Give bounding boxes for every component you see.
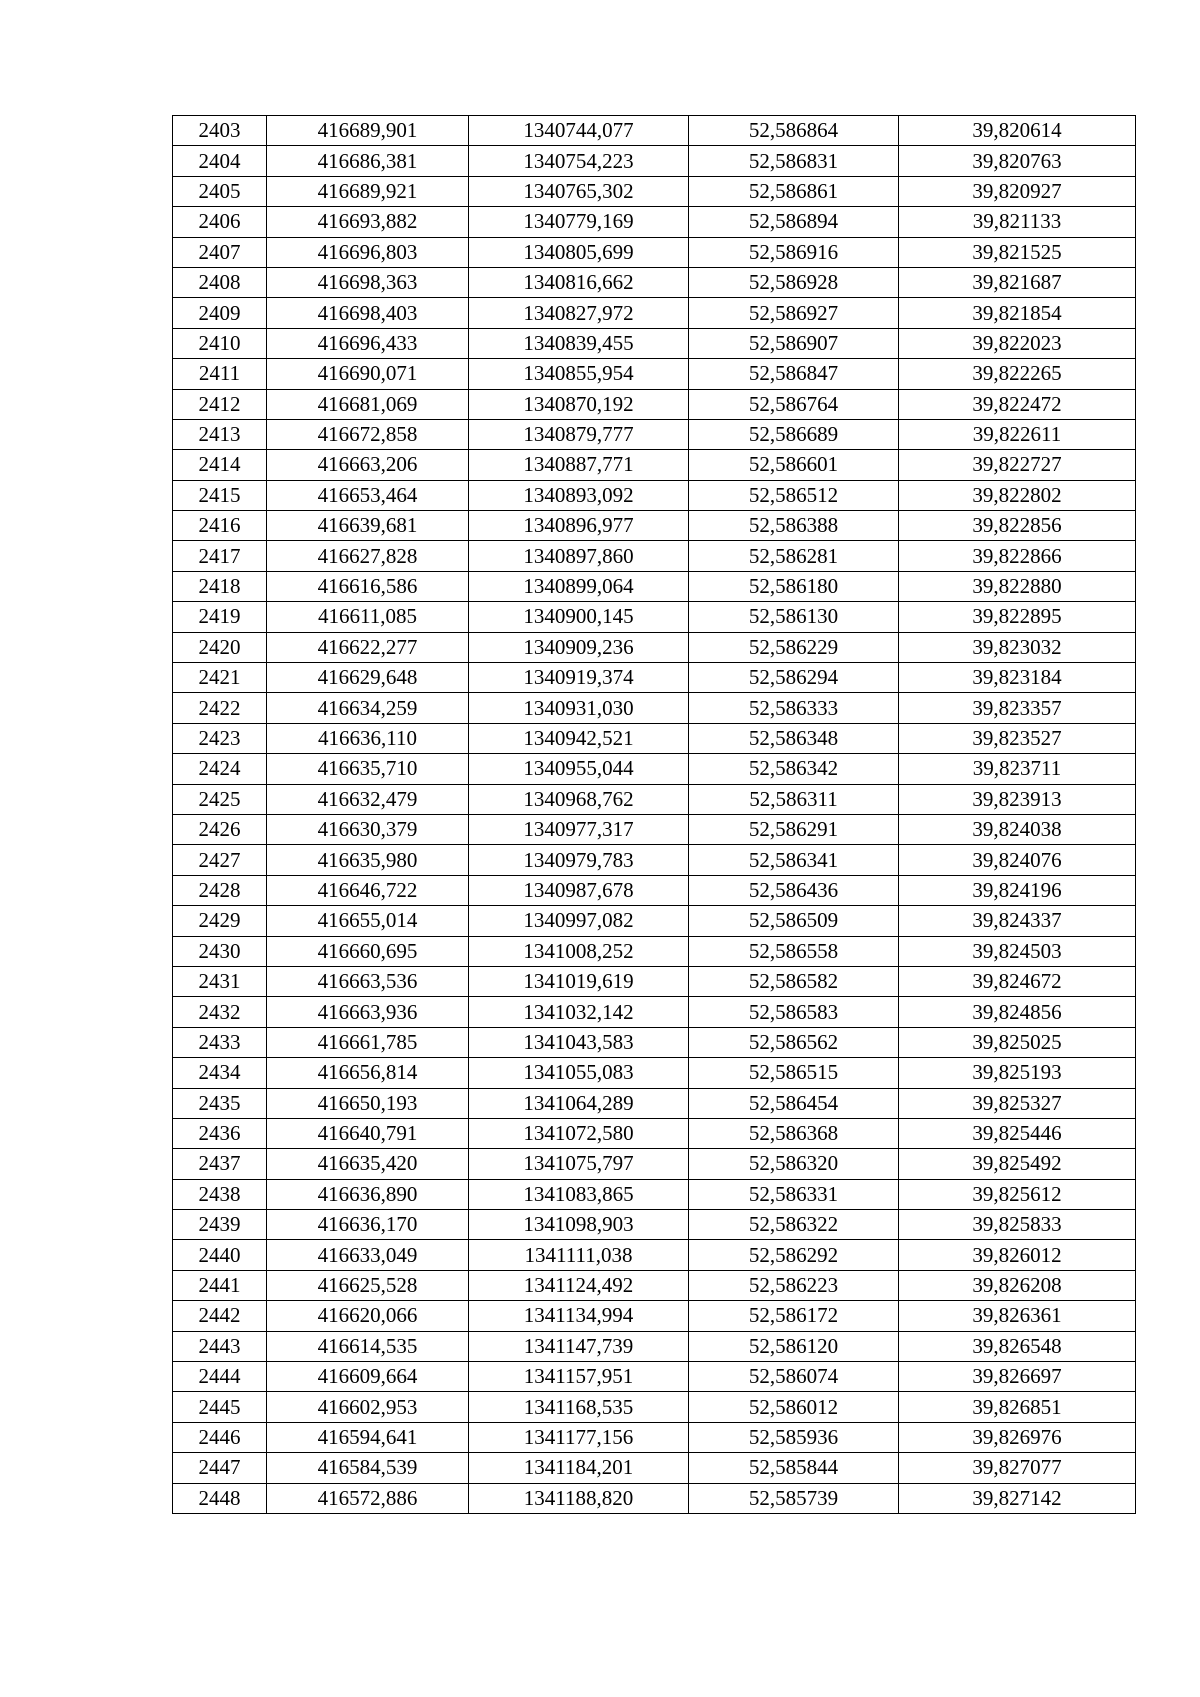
y-coordinate-cell: 1341111,038	[469, 1240, 689, 1270]
point-number-cell: 2413	[173, 419, 267, 449]
point-number-cell: 2417	[173, 541, 267, 571]
table-row	[173, 541, 1136, 571]
table-row	[173, 146, 1136, 176]
point-number-cell: 2447	[173, 1453, 267, 1483]
latitude-cell: 52,586180	[689, 571, 899, 601]
longitude-cell: 39,824503	[899, 936, 1136, 966]
point-number-cell: 2415	[173, 480, 267, 510]
coordinates-table	[172, 115, 1136, 1514]
y-coordinate-cell: 1341019,619	[469, 966, 689, 996]
table-row	[173, 1210, 1136, 1240]
latitude-cell: 52,586928	[689, 267, 899, 297]
y-coordinate-cell: 1341072,580	[469, 1118, 689, 1148]
y-coordinate-cell: 1341098,903	[469, 1210, 689, 1240]
longitude-cell: 39,820927	[899, 176, 1136, 206]
table-row	[173, 1027, 1136, 1057]
point-number-cell: 2416	[173, 511, 267, 541]
longitude-cell: 39,826361	[899, 1301, 1136, 1331]
latitude-cell: 52,586368	[689, 1118, 899, 1148]
longitude-cell: 39,826012	[899, 1240, 1136, 1270]
longitude-cell: 39,821687	[899, 267, 1136, 297]
table-row	[173, 267, 1136, 297]
table-row	[173, 966, 1136, 996]
coordinates-table-body	[173, 116, 1136, 1514]
point-number-cell: 2414	[173, 450, 267, 480]
table-row	[173, 632, 1136, 662]
point-number-cell: 2432	[173, 997, 267, 1027]
longitude-cell: 39,822866	[899, 541, 1136, 571]
latitude-cell: 52,586388	[689, 511, 899, 541]
x-coordinate-cell: 416663,206	[267, 450, 469, 480]
longitude-cell: 39,825446	[899, 1118, 1136, 1148]
longitude-cell: 39,820763	[899, 146, 1136, 176]
y-coordinate-cell: 1341055,083	[469, 1058, 689, 1088]
latitude-cell: 52,586864	[689, 116, 899, 146]
latitude-cell: 52,585844	[689, 1453, 899, 1483]
latitude-cell: 52,586130	[689, 602, 899, 632]
longitude-cell: 39,821854	[899, 298, 1136, 328]
point-number-cell: 2422	[173, 693, 267, 723]
x-coordinate-cell: 416656,814	[267, 1058, 469, 1088]
x-coordinate-cell: 416663,536	[267, 966, 469, 996]
table-row	[173, 298, 1136, 328]
x-coordinate-cell: 416646,722	[267, 875, 469, 905]
table-row	[173, 1088, 1136, 1118]
point-number-cell: 2425	[173, 784, 267, 814]
y-coordinate-cell: 1341124,492	[469, 1270, 689, 1300]
y-coordinate-cell: 1341075,797	[469, 1149, 689, 1179]
latitude-cell: 52,586831	[689, 146, 899, 176]
longitude-cell: 39,825612	[899, 1179, 1136, 1209]
latitude-cell: 52,586311	[689, 784, 899, 814]
y-coordinate-cell: 1340887,771	[469, 450, 689, 480]
table-row	[173, 754, 1136, 784]
y-coordinate-cell: 1340779,169	[469, 207, 689, 237]
table-row	[173, 1240, 1136, 1270]
latitude-cell: 52,586562	[689, 1027, 899, 1057]
point-number-cell: 2441	[173, 1270, 267, 1300]
longitude-cell: 39,826851	[899, 1392, 1136, 1422]
point-number-cell: 2403	[173, 116, 267, 146]
latitude-cell: 52,586512	[689, 480, 899, 510]
y-coordinate-cell: 1341008,252	[469, 936, 689, 966]
table-row	[173, 875, 1136, 905]
x-coordinate-cell: 416660,695	[267, 936, 469, 966]
y-coordinate-cell: 1341168,535	[469, 1392, 689, 1422]
x-coordinate-cell: 416633,049	[267, 1240, 469, 1270]
latitude-cell: 52,586120	[689, 1331, 899, 1361]
table-row	[173, 480, 1136, 510]
point-number-cell: 2426	[173, 814, 267, 844]
latitude-cell: 52,586292	[689, 1240, 899, 1270]
longitude-cell: 39,826976	[899, 1422, 1136, 1452]
x-coordinate-cell: 416689,921	[267, 176, 469, 206]
latitude-cell: 52,586294	[689, 663, 899, 693]
point-number-cell: 2409	[173, 298, 267, 328]
latitude-cell: 52,586907	[689, 328, 899, 358]
y-coordinate-cell: 1340987,678	[469, 875, 689, 905]
x-coordinate-cell: 416690,071	[267, 359, 469, 389]
point-number-cell: 2430	[173, 936, 267, 966]
latitude-cell: 52,586320	[689, 1149, 899, 1179]
latitude-cell: 52,586322	[689, 1210, 899, 1240]
point-number-cell: 2418	[173, 571, 267, 601]
y-coordinate-cell: 1340744,077	[469, 116, 689, 146]
longitude-cell: 39,827142	[899, 1483, 1136, 1513]
table-row	[173, 1331, 1136, 1361]
point-number-cell: 2431	[173, 966, 267, 996]
y-coordinate-cell: 1340968,762	[469, 784, 689, 814]
table-row	[173, 450, 1136, 480]
y-coordinate-cell: 1341064,289	[469, 1088, 689, 1118]
point-number-cell: 2442	[173, 1301, 267, 1331]
x-coordinate-cell: 416696,433	[267, 328, 469, 358]
latitude-cell: 52,586074	[689, 1362, 899, 1392]
y-coordinate-cell: 1340870,192	[469, 389, 689, 419]
x-coordinate-cell: 416650,193	[267, 1088, 469, 1118]
latitude-cell: 52,586689	[689, 419, 899, 449]
longitude-cell: 39,824038	[899, 814, 1136, 844]
longitude-cell: 39,825492	[899, 1149, 1136, 1179]
table-row	[173, 571, 1136, 601]
table-row	[173, 602, 1136, 632]
table-row	[173, 359, 1136, 389]
x-coordinate-cell: 416663,936	[267, 997, 469, 1027]
point-number-cell: 2438	[173, 1179, 267, 1209]
latitude-cell: 52,586916	[689, 237, 899, 267]
longitude-cell: 39,825833	[899, 1210, 1136, 1240]
y-coordinate-cell: 1341157,951	[469, 1362, 689, 1392]
y-coordinate-cell: 1340896,977	[469, 511, 689, 541]
table-row	[173, 511, 1136, 541]
y-coordinate-cell: 1341177,156	[469, 1422, 689, 1452]
point-number-cell: 2445	[173, 1392, 267, 1422]
x-coordinate-cell: 416636,170	[267, 1210, 469, 1240]
y-coordinate-cell: 1340919,374	[469, 663, 689, 693]
point-number-cell: 2406	[173, 207, 267, 237]
longitude-cell: 39,825025	[899, 1027, 1136, 1057]
x-coordinate-cell: 416611,085	[267, 602, 469, 632]
latitude-cell: 52,586012	[689, 1392, 899, 1422]
point-number-cell: 2437	[173, 1149, 267, 1179]
longitude-cell: 39,822802	[899, 480, 1136, 510]
table-row	[173, 1270, 1136, 1300]
table-row	[173, 237, 1136, 267]
y-coordinate-cell: 1340942,521	[469, 723, 689, 753]
x-coordinate-cell: 416635,980	[267, 845, 469, 875]
longitude-cell: 39,822265	[899, 359, 1136, 389]
y-coordinate-cell: 1340955,044	[469, 754, 689, 784]
table-row	[173, 1301, 1136, 1331]
point-number-cell: 2412	[173, 389, 267, 419]
y-coordinate-cell: 1340879,777	[469, 419, 689, 449]
x-coordinate-cell: 416629,648	[267, 663, 469, 693]
point-number-cell: 2410	[173, 328, 267, 358]
y-coordinate-cell: 1340855,954	[469, 359, 689, 389]
latitude-cell: 52,586583	[689, 997, 899, 1027]
y-coordinate-cell: 1340979,783	[469, 845, 689, 875]
point-number-cell: 2433	[173, 1027, 267, 1057]
point-number-cell: 2427	[173, 845, 267, 875]
x-coordinate-cell: 416635,710	[267, 754, 469, 784]
y-coordinate-cell: 1340816,662	[469, 267, 689, 297]
latitude-cell: 52,586172	[689, 1301, 899, 1331]
point-number-cell: 2421	[173, 663, 267, 693]
longitude-cell: 39,824337	[899, 906, 1136, 936]
point-number-cell: 2404	[173, 146, 267, 176]
table-row	[173, 1422, 1136, 1452]
table-row	[173, 1362, 1136, 1392]
table-row	[173, 663, 1136, 693]
point-number-cell: 2424	[173, 754, 267, 784]
latitude-cell: 52,586861	[689, 176, 899, 206]
y-coordinate-cell: 1340977,317	[469, 814, 689, 844]
table-row	[173, 207, 1136, 237]
latitude-cell: 52,586341	[689, 845, 899, 875]
x-coordinate-cell: 416655,014	[267, 906, 469, 936]
longitude-cell: 39,827077	[899, 1453, 1136, 1483]
x-coordinate-cell: 416630,379	[267, 814, 469, 844]
longitude-cell: 39,824856	[899, 997, 1136, 1027]
x-coordinate-cell: 416639,681	[267, 511, 469, 541]
point-number-cell: 2419	[173, 602, 267, 632]
table-row	[173, 176, 1136, 206]
x-coordinate-cell: 416609,664	[267, 1362, 469, 1392]
y-coordinate-cell: 1340839,455	[469, 328, 689, 358]
x-coordinate-cell: 416584,539	[267, 1453, 469, 1483]
x-coordinate-cell: 416686,381	[267, 146, 469, 176]
point-number-cell: 2440	[173, 1240, 267, 1270]
latitude-cell: 52,586454	[689, 1088, 899, 1118]
y-coordinate-cell: 1340899,064	[469, 571, 689, 601]
longitude-cell: 39,823184	[899, 663, 1136, 693]
longitude-cell: 39,822880	[899, 571, 1136, 601]
x-coordinate-cell: 416634,259	[267, 693, 469, 723]
table-row	[173, 328, 1136, 358]
table-row	[173, 1392, 1136, 1422]
latitude-cell: 52,586764	[689, 389, 899, 419]
table-row	[173, 814, 1136, 844]
table-row	[173, 116, 1136, 146]
table-row	[173, 1483, 1136, 1513]
x-coordinate-cell: 416698,363	[267, 267, 469, 297]
point-number-cell: 2423	[173, 723, 267, 753]
longitude-cell: 39,824076	[899, 845, 1136, 875]
x-coordinate-cell: 416653,464	[267, 480, 469, 510]
latitude-cell: 52,586229	[689, 632, 899, 662]
latitude-cell: 52,586342	[689, 754, 899, 784]
latitude-cell: 52,586436	[689, 875, 899, 905]
table-row	[173, 1179, 1136, 1209]
longitude-cell: 39,825327	[899, 1088, 1136, 1118]
point-number-cell: 2434	[173, 1058, 267, 1088]
y-coordinate-cell: 1340900,145	[469, 602, 689, 632]
x-coordinate-cell: 416632,479	[267, 784, 469, 814]
x-coordinate-cell: 416625,528	[267, 1270, 469, 1300]
x-coordinate-cell: 416689,901	[267, 116, 469, 146]
latitude-cell: 52,585936	[689, 1422, 899, 1452]
point-number-cell: 2439	[173, 1210, 267, 1240]
y-coordinate-cell: 1340754,223	[469, 146, 689, 176]
longitude-cell: 39,822856	[899, 511, 1136, 541]
point-number-cell: 2429	[173, 906, 267, 936]
y-coordinate-cell: 1340909,236	[469, 632, 689, 662]
x-coordinate-cell: 416672,858	[267, 419, 469, 449]
x-coordinate-cell: 416614,535	[267, 1331, 469, 1361]
latitude-cell: 52,586331	[689, 1179, 899, 1209]
latitude-cell: 52,586582	[689, 966, 899, 996]
x-coordinate-cell: 416620,066	[267, 1301, 469, 1331]
longitude-cell: 39,823913	[899, 784, 1136, 814]
longitude-cell: 39,821525	[899, 237, 1136, 267]
y-coordinate-cell: 1341188,820	[469, 1483, 689, 1513]
latitude-cell: 52,586281	[689, 541, 899, 571]
latitude-cell: 52,586348	[689, 723, 899, 753]
table-row	[173, 693, 1136, 723]
latitude-cell: 52,586223	[689, 1270, 899, 1300]
latitude-cell: 52,586927	[689, 298, 899, 328]
point-number-cell: 2444	[173, 1362, 267, 1392]
table-row	[173, 723, 1136, 753]
longitude-cell: 39,822611	[899, 419, 1136, 449]
x-coordinate-cell: 416622,277	[267, 632, 469, 662]
x-coordinate-cell: 416681,069	[267, 389, 469, 419]
point-number-cell: 2405	[173, 176, 267, 206]
latitude-cell: 52,586333	[689, 693, 899, 723]
latitude-cell: 52,586894	[689, 207, 899, 237]
y-coordinate-cell: 1341134,994	[469, 1301, 689, 1331]
y-coordinate-cell: 1340897,860	[469, 541, 689, 571]
longitude-cell: 39,822727	[899, 450, 1136, 480]
y-coordinate-cell: 1340827,972	[469, 298, 689, 328]
point-number-cell: 2436	[173, 1118, 267, 1148]
table-row	[173, 906, 1136, 936]
point-number-cell: 2435	[173, 1088, 267, 1118]
x-coordinate-cell: 416696,803	[267, 237, 469, 267]
latitude-cell: 52,586558	[689, 936, 899, 966]
y-coordinate-cell: 1341032,142	[469, 997, 689, 1027]
longitude-cell: 39,822023	[899, 328, 1136, 358]
point-number-cell: 2411	[173, 359, 267, 389]
point-number-cell: 2446	[173, 1422, 267, 1452]
latitude-cell: 52,585739	[689, 1483, 899, 1513]
y-coordinate-cell: 1340805,699	[469, 237, 689, 267]
x-coordinate-cell: 416572,886	[267, 1483, 469, 1513]
longitude-cell: 39,821133	[899, 207, 1136, 237]
longitude-cell: 39,822472	[899, 389, 1136, 419]
x-coordinate-cell: 416636,110	[267, 723, 469, 753]
longitude-cell: 39,826208	[899, 1270, 1136, 1300]
table-row	[173, 419, 1136, 449]
point-number-cell: 2428	[173, 875, 267, 905]
y-coordinate-cell: 1340893,092	[469, 480, 689, 510]
x-coordinate-cell: 416635,420	[267, 1149, 469, 1179]
y-coordinate-cell: 1341083,865	[469, 1179, 689, 1209]
table-row	[173, 997, 1136, 1027]
point-number-cell: 2407	[173, 237, 267, 267]
table-row	[173, 1118, 1136, 1148]
y-coordinate-cell: 1341184,201	[469, 1453, 689, 1483]
table-row	[173, 1058, 1136, 1088]
latitude-cell: 52,586509	[689, 906, 899, 936]
x-coordinate-cell: 416594,641	[267, 1422, 469, 1452]
y-coordinate-cell: 1341043,583	[469, 1027, 689, 1057]
table-row	[173, 1149, 1136, 1179]
x-coordinate-cell: 416616,586	[267, 571, 469, 601]
y-coordinate-cell: 1341147,739	[469, 1331, 689, 1361]
latitude-cell: 52,586601	[689, 450, 899, 480]
table-row	[173, 845, 1136, 875]
x-coordinate-cell: 416602,953	[267, 1392, 469, 1422]
x-coordinate-cell: 416640,791	[267, 1118, 469, 1148]
x-coordinate-cell: 416661,785	[267, 1027, 469, 1057]
table-row	[173, 784, 1136, 814]
longitude-cell: 39,823711	[899, 754, 1136, 784]
point-number-cell: 2420	[173, 632, 267, 662]
longitude-cell: 39,823527	[899, 723, 1136, 753]
x-coordinate-cell: 416698,403	[267, 298, 469, 328]
point-number-cell: 2443	[173, 1331, 267, 1361]
x-coordinate-cell: 416627,828	[267, 541, 469, 571]
longitude-cell: 39,823032	[899, 632, 1136, 662]
table-row	[173, 936, 1136, 966]
latitude-cell: 52,586515	[689, 1058, 899, 1088]
longitude-cell: 39,824196	[899, 875, 1136, 905]
longitude-cell: 39,820614	[899, 116, 1136, 146]
y-coordinate-cell: 1340765,302	[469, 176, 689, 206]
point-number-cell: 2408	[173, 267, 267, 297]
longitude-cell: 39,823357	[899, 693, 1136, 723]
y-coordinate-cell: 1340997,082	[469, 906, 689, 936]
latitude-cell: 52,586847	[689, 359, 899, 389]
x-coordinate-cell: 416636,890	[267, 1179, 469, 1209]
latitude-cell: 52,586291	[689, 814, 899, 844]
table-row	[173, 389, 1136, 419]
table-row	[173, 1453, 1136, 1483]
longitude-cell: 39,822895	[899, 602, 1136, 632]
y-coordinate-cell: 1340931,030	[469, 693, 689, 723]
longitude-cell: 39,824672	[899, 966, 1136, 996]
longitude-cell: 39,826697	[899, 1362, 1136, 1392]
longitude-cell: 39,825193	[899, 1058, 1136, 1088]
point-number-cell: 2448	[173, 1483, 267, 1513]
longitude-cell: 39,826548	[899, 1331, 1136, 1361]
x-coordinate-cell: 416693,882	[267, 207, 469, 237]
